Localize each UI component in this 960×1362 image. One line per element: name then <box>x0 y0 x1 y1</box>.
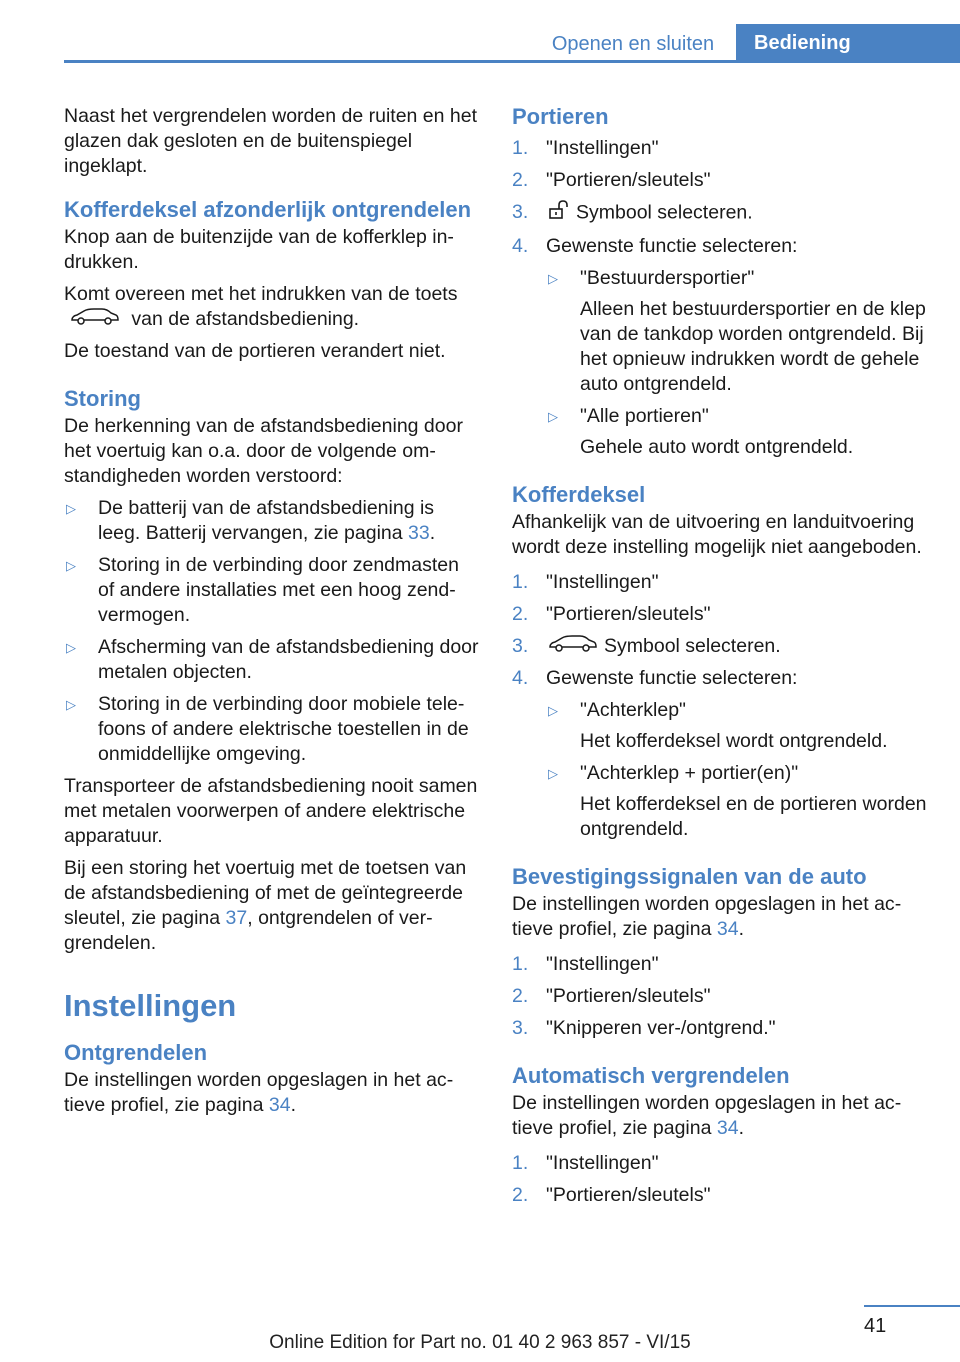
doors-steps <box>512 136 928 460</box>
transport-note: Transporteer de afstandsbediening nooit samen met metalen voorwerpen of andere elektrische apparatuur. <box>64 775 478 848</box>
right-column <box>512 104 928 1218</box>
triangle-bullet-icon: ▷ <box>66 501 76 517</box>
page-link[interactable]: 37 <box>225 907 248 930</box>
option-title: "Achterklep" <box>580 699 686 722</box>
unlock-icon <box>548 200 570 227</box>
fault-item <box>64 692 480 767</box>
list-item <box>512 1151 928 1176</box>
triangle-bullet-icon: ▷ <box>548 271 558 286</box>
text-part: , ontgrendelen of vergrendelen. <box>64 907 433 955</box>
triangle-bullet-icon: ▷ <box>548 703 558 719</box>
trunk-heading: Kofferdeksel <box>512 482 646 507</box>
text-part: De instellingen worden opgeslagen in het actieve profiel, zie pagina <box>64 1069 454 1117</box>
confirm-text: De instellingen worden opgeslagen in het actieve profiel, zie pagina 34. <box>512 893 902 941</box>
list-item <box>512 234 928 460</box>
list-item <box>512 634 928 659</box>
doors-heading: Portieren <box>512 104 609 129</box>
option-desc: Alleen het bestuurdersportier en de klep van de tankdop worden ontgrendeld. Bij het opnieuw indrukken wordt de gehele auto ontgrendeld. <box>580 298 926 395</box>
triangle-bullet-icon: ▷ <box>66 697 76 713</box>
list-number: 1. <box>512 571 529 593</box>
option-item <box>546 266 928 397</box>
auto-lock-steps <box>512 1151 928 1208</box>
option-desc: Gehele auto wordt ontgrendeld. <box>580 436 854 458</box>
triangle-bullet-icon: ▷ <box>66 640 76 656</box>
list-number: 2. <box>512 1184 529 1207</box>
confirm-steps <box>512 952 928 1041</box>
trunk-unlock-text: Knop aan de buitenzijde van de kofferklep indrukken. <box>64 226 454 273</box>
footer-rule <box>864 1305 960 1307</box>
step-text: "Portieren/sleutels" <box>546 603 711 625</box>
list-number: 2. <box>512 603 529 625</box>
list-item <box>512 1183 928 1208</box>
header-rule <box>64 60 960 63</box>
fault-heading: Storing <box>64 386 141 412</box>
list-number: 3. <box>512 635 529 657</box>
trunk-steps <box>512 570 928 842</box>
auto-lock-text: De instellingen worden opgeslagen in het actieve profiel, zie pagina 34. <box>512 1092 902 1140</box>
text-part: Bij een storing het voertuig met de toetsen van de afstandsbediening of met de geïntegreerde sleutel, zie pagina <box>64 857 467 930</box>
triangle-bullet-icon: ▷ <box>548 409 558 424</box>
option-title: "Achterklep + portier(en)" <box>580 762 799 785</box>
fault-text: Storing in de verbinding door zendmasten of andere installaties met een hoog zendvermogen. <box>98 554 459 627</box>
text-part: De instellingen worden opgeslagen in het actieve profiel, zie pagina <box>512 893 902 941</box>
option-desc: Het kofferdeksel en de portieren worden ontgrendeld. <box>580 793 927 841</box>
auto-lock-heading: Automatisch vergrendelen <box>512 1063 790 1089</box>
step-text: Gewenste functie selecteren: <box>546 667 798 690</box>
page-link[interactable]: 33 <box>408 522 430 545</box>
option-item <box>546 698 928 754</box>
list-item <box>512 952 928 977</box>
step-text: "Instellingen" <box>546 1152 659 1175</box>
step-text: "Instellingen" <box>546 953 659 976</box>
step-text: "Knipperen ver-/ontgrend." <box>546 1017 776 1040</box>
unlock-text: De instellingen worden opgeslagen in het actieve profiel, zie pagina 34. <box>64 1069 454 1117</box>
option-title: "Bestuurdersportier" <box>580 267 755 289</box>
option-title: "Alle portieren" <box>580 405 709 427</box>
trunk-unlock-heading: Kofferdeksel afzonderlijk ontgrendelen <box>64 197 472 222</box>
intro-paragraph: Naast het vergrendelen worden de ruiten en het glazen dak gesloten en de buitenspiegel ingeklapt. <box>64 105 478 177</box>
header-chapter-tab: Bediening <box>736 24 960 63</box>
header-section-tab: Openen en sluiten <box>551 33 715 55</box>
settings-heading: Instellingen <box>64 988 237 1024</box>
step-text: "Instellingen" <box>546 137 659 159</box>
step-text: Gewenste functie selecteren: <box>546 235 798 257</box>
page-number: 41 <box>864 1315 887 1337</box>
left-column <box>64 104 480 1125</box>
fault-text: De batterij van de afstandsbediening is leeg. Batterij vervangen, zie pagina <box>98 497 435 545</box>
text-part: De instellingen worden opgeslagen in het actieve profiel, zie pagina <box>512 1092 902 1140</box>
list-item <box>512 168 928 193</box>
page-link[interactable]: 34 <box>268 1094 291 1117</box>
fault-text: Afscherming van de afstandsbediening door metalen objecten. <box>98 636 479 684</box>
list-number: 1. <box>512 953 529 976</box>
list-item <box>512 200 928 227</box>
list-item <box>512 602 928 627</box>
option-item <box>546 761 928 842</box>
list-number: 2. <box>512 169 529 191</box>
list-number: 3. <box>512 1017 529 1040</box>
fault-intro: De herkenning van de afstandsbediening door het voertuig kan o.a. door de volgende omstandigheden worden verstoord: <box>64 415 463 488</box>
list-number: 1. <box>512 137 529 159</box>
fault-item <box>64 553 480 628</box>
page-link[interactable]: 34 <box>716 1117 739 1140</box>
step-text: Symbool selecteren. <box>576 201 753 224</box>
triangle-bullet-icon: ▷ <box>66 558 76 574</box>
fault-item <box>64 635 480 685</box>
list-number: 4. <box>512 667 529 690</box>
edition-note: Online Edition for Part no. 01 40 2 963 857 - VI/15 <box>269 1332 691 1353</box>
text-part: van de afstandsbediening. <box>131 308 360 330</box>
fault-remedy <box>64 856 480 956</box>
step-text: Symbool selecteren. <box>604 635 781 657</box>
step-text: "Portieren/sleutels" <box>546 169 711 191</box>
step-text: "Portieren/sleutels" <box>546 1184 711 1207</box>
triangle-bullet-icon: ▷ <box>548 766 558 782</box>
car-icon <box>70 307 120 332</box>
list-number: 4. <box>512 235 529 257</box>
text-part: Komt overeen met het indrukken van de toets <box>64 283 458 305</box>
fault-item: ▷ De batterij van de afstandsbediening is leeg. Batterij vervangen, zie pagina 33. <box>66 497 436 545</box>
step-text: "Instellingen" <box>546 571 659 593</box>
list-item <box>512 570 928 595</box>
list-item <box>512 984 928 1009</box>
option-item <box>546 404 928 460</box>
trunk-note: Afhankelijk van de uitvoering en landuitvoering wordt deze instelling mogelijk niet aangeboden. <box>512 511 922 558</box>
list-item <box>512 666 928 842</box>
step-text: "Portieren/sleutels" <box>546 985 711 1008</box>
doors-state-text: De toestand van de portieren verandert niet. <box>64 340 446 363</box>
car-icon <box>548 634 598 659</box>
option-desc: Het kofferdeksel wordt ontgrendeld. <box>580 730 888 753</box>
list-item <box>512 1016 928 1041</box>
list-number: 3. <box>512 201 529 223</box>
fault-text: Storing in de verbinding door mobiele telefoons of andere elektrische toestellen in de onmiddellijke omgeving. <box>98 693 469 766</box>
list-number: 2. <box>512 985 529 1008</box>
page-link[interactable]: 34 <box>716 918 739 941</box>
trunk-unlock-text-2 <box>64 282 480 332</box>
unlock-heading: Ontgrendelen <box>64 1040 208 1066</box>
list-number: 1. <box>512 1152 529 1175</box>
confirm-heading: Bevestigingssignalen van de auto <box>512 864 867 890</box>
list-item <box>512 136 928 161</box>
